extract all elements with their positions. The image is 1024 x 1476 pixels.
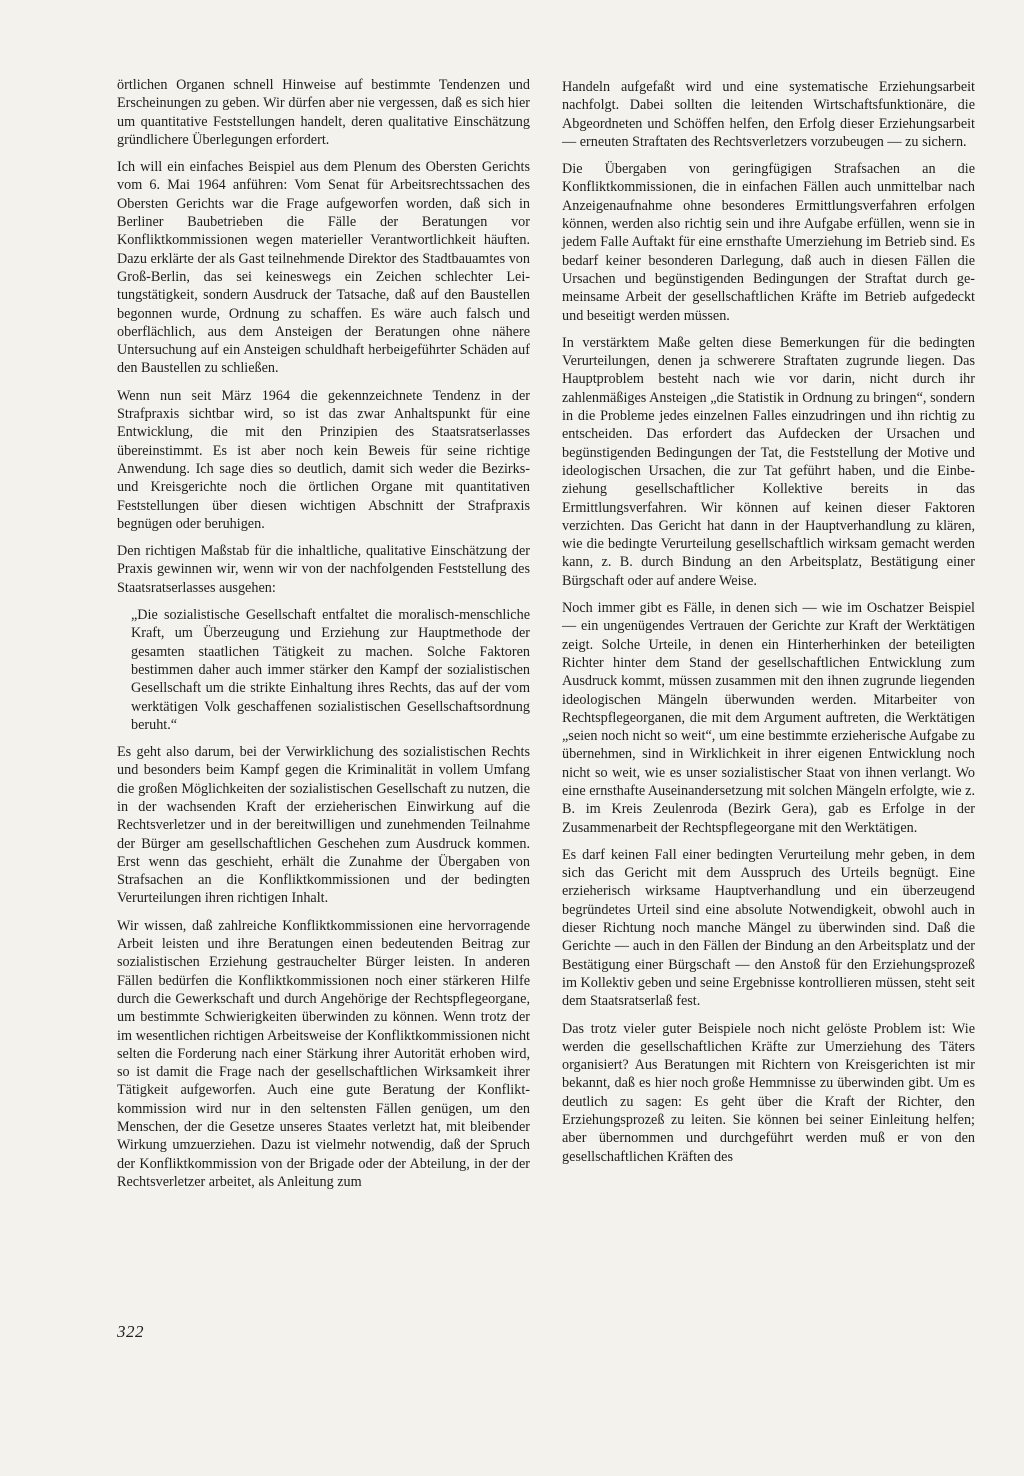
paragraph: örtlichen Organen schnell Hinweise auf bestimmte Tendenzen und Erscheinungen zu geben. Wir dürfen aber nie vergessen, daß es sich hier um quantitative Feststellungen handelt, deren qualitative Einschätzung gründlichere Überlegungen erfordert. (117, 77, 530, 148)
left-column (117, 76, 530, 1200)
paragraph: Wenn nun seit März 1964 die gekennzeichnete Tendenz in der Strafpraxis sichtbar wird, so ist das zwar Anhaltspunkt für eine Entwicklung, die mit den Prinzipien des Staatsratserlasses übereinstimmt. Es ist aber noch kein Beweis für seine richtige Anwendung. Ich sage dies so deutlich, damit sich weder die Bezirks- und Kreisgerichte noch die örtlichen Organe mit quantitativen Feststellungen über diesen wichtigen Abschnitt der Strafpraxis begnügen oder beruhigen. (117, 387, 530, 532)
paragraph: Das trotz vieler guter Beispiele noch nicht gelöste Problem ist: Wie werden die gesellschaftlichen Kräfte zur Umerziehung des Täters organisiert? Aus Beratungen mit Richtern von Kreisgerichten ist mir bekannt, daß es hier noch große Hemmnisse zu überwinden gibt. Um es deutlich zu sagen: Es geht über die Kraft der Richter, den Erziehungsprozeß zu leiten. Sie können bei seiner Einleitung helfen; aber übernommen und durchgeführt werden muß er von den gesellschaftlichen Kräften des (562, 1020, 975, 1165)
paragraph: Wir wissen, daß zahlreiche Konfliktkommissionen eine hervorragende Arbeit leisten und ihre Beratungen einen bedeutenden Beitrag zur sozialistischen Erziehung gestrauchelter Bürger leisten. In anderen Fällen bedürfen die Konfliktkommissionen noch einer stärkeren Hilfe durch die Gewerkschaft und durch Angehörige der Rechtspflegeorgane, um bestimmte Schwierigkeiten überwinden zu können. Wenn trotz der im wesentlichen richtigen Arbeitsweise der Konfliktkommissionen nicht selten die Forderung nach einer Stärkung ihrer Autorität erhoben wird, so ist damit die Frage nach der gesellschaftlichen Wirksamkeit ihrer Tätigkeit aufgeworfen. Auch eine gute Beratung der Konfliktkommission wird nur in den seltensten Fällen genügen, um den Menschen, der die Gesetze unseres Staates verletzt hat, mit bleibender Wirkung umzuerziehen. Dazu ist vielmehr notwendig, daß der Spruch der Konfliktkommission von der Brigade oder der Abteilung, in der der Rechtsverletzer arbeitet, als Anleitung zum (117, 917, 530, 1190)
paragraph: Die Übergaben von geringfügigen Strafsachen an die Konfliktkommissionen, die in einfachen Fällen auch unmittelbar nach Anzeigenaufnahme ohne besonderes Ermittlungsverfahren erfolgen können, werden also richtig sein und ihre Aufgabe erfüllen, wenn sie in jedem Falle Auftakt für eine ernsthafte Umerziehung im Betrieb sind. Es bedarf keiner besonderen Darlegung, daß auch in diesen Fällen die Ursachen und begünstigenden Bedingungen der Straftat durch gemeinsame Arbeit der gesellschaftlichen Kräfte im Betrieb aufgedeckt und beseitigt werden müssen. (562, 161, 975, 324)
paragraph: Noch immer gibt es Fälle, in denen sich — wie im Oschatzer Beispiel — ein ungenügendes Vertrauen der Gerichte zur Kraft der Werktätigen zeigt. Solche Urteile, in denen ein Hinterherhinken der beteiligten Richter hinter dem Stand der gesellschaftlichen Entwicklung zum Ausdruck kommt, müssen zusammen mit den ihnen zugrunde liegenden ideologischen Mängeln überwunden werden. Mitarbeiter von Rechtspflegeorganen, die mit dem Argument auftreten, die Werktätigen „seien noch nicht so weit“, um eine bestimmte erzieherische Aufgabe zu übernehmen, sind in Wirklichkeit in ihrer eigenen Entwicklung noch nicht so weit, wie es unser sozialistischer Staat von ihnen verlangt. Wo eine ernsthafte Auseinandersetzung mit solchen Mängeln erfolgte, wie z. B. im Kreis Zeulenroda (Bezirk Gera), gab es Erfolge in der Zusammenarbeit der Rechtspflegeorgane mit den Werktätigen. (562, 600, 975, 836)
paragraph: Es darf keinen Fall einer bedingten Verurteilung mehr geben, in dem sich das Gericht mit dem Ausspruch des Urteils begnügt. Eine erzieherisch wirksame Hauptverhandlung und ein überzeugend begründetes Urteil sind eine absolute Notwendigkeit, obwohl auch in dieser Richtung noch manche Mängel zu überwinden sind. Daß die Gerichte — auch in den Fällen der Bindung an den Arbeitsplatz und der Bestätigung einer Bürgschaft — den Anstoß für den Erziehungsprozeß im Kollektiv geben und seine Ergebnisse kontrollieren müssen, steht seit dem Staatsratserlaß fest. (562, 846, 975, 1010)
paragraph: In verstärktem Maße gelten diese Bemerkungen für die bedingten Verurteilungen, denen ja schwerere Straftaten zugrunde liegen. Das Hauptproblem besteht nach wie vor darin, nicht durch ihr zahlenmäßiges Ansteigen „die Statistik in Ordnung zu bringen“, sondern in die Probleme jedes einzelnen Falles einzudringen und ihn richtig zu entscheiden. Das erfordert das Aufdecken der Ursachen und begünstigenden Bedingungen der Tat, die Feststellung der Motive und ideologischen Ursachen, die zur Tat geführt haben, und die Einbeziehung gesellschaftlicher Kollektive bereits in das Ermittlungsverfahren. Wir können auf keinen dieser Faktoren verzichten. Das Gericht hat dann in der Hauptverhandlung zu klären, wie die bedingte Verurteilung gesellschaftlich wirksam gemacht werden kann, z. B. durch Bindung an den Arbeitsplatz, Bestätigung einer Bürgschaft oder auf andere Weise. (562, 334, 975, 589)
right-column (562, 78, 975, 1175)
paragraph: Den richtigen Maßstab für die inhaltliche, qualitative Einschätzung der Praxis gewinnen wir, wenn wir von der nachfolgenden Feststellung des Staatsratserlasses ausgehen: (117, 543, 530, 596)
paragraph: Handeln aufgefaßt wird und eine systematische Erziehungsarbeit nachfolgt. Dabei sollten die leitenden Wirtschaftsfunktionäre, die Abgeordneten und Schöffen helfen, den Erfolg dieser Erziehungsarbeit — erneuten Straftaten des Rechtsverletzers vorzubeugen — zu sichern. (562, 79, 975, 150)
block-quote: „Die sozialistische Gesellschaft entfaltet die moralisch-menschliche Kraft, um Überzeugung und Erziehung zur Hauptmethode der gesamten staatlichen Tätigkeit zu machen. Solche Faktoren bestimmen daher auch immer stärker den Kampf der sozialistischen Gesellschaft um die strikte Einhaltung ihres Rechts, das auf der vom werktätigen Volk geschaffenen sozialistischen Gesellschaftsordnung beruht.“ (131, 607, 530, 733)
page-number: 322 (117, 1322, 144, 1341)
paragraph: Ich will ein einfaches Beispiel aus dem Plenum des Obersten Gerichts vom 6. Mai 1964 anführen: Vom Senat für Arbeitsrechtssachen des Obersten Gerichts war die Frage aufgeworfen worden, daß sich in Berliner Baubetrieben die Fälle der Beratungen vor Konfliktkommissionen wegen materieller Verantwortlichkeit häuften. Dazu erklärte der als Gast teilnehmende Direktor des Stadtbauamtes von Groß-Berlin, das sei keineswegs ein Zeichen schlechter Leitungstätigkeit, sondern Ausdruck der Tatsache, daß auf den Baustellen begonnen wurde, Ordnung zu schaffen. Es wäre auch falsch und oberflächlich, aus dem Ansteigen der Beratungen ohne nähere Untersuchung auf ein Ansteigen schuldhaft herbeigeführter Schäden auf den Baustellen zu schließen. (117, 159, 530, 377)
paragraph: Es geht also darum, bei der Verwirklichung des sozialistischen Rechts und besonders beim Kampf gegen die Kriminalität in vollem Umfang die großen Möglichkeiten der sozialistischen Gesellschaft zu nutzen, die in der wachsenden Kraft der erzieherischen Einwirkung auf die Rechtsverletzer und in der bereitwilligen und zunehmenden Teilnahme der Bürger am gesellschaftlichen Geschehen zum Ausdruck kommen. Erst wenn das geschieht, erhält die Zunahme der Übergaben von Strafsachen an die Konfliktkommissionen und der bedingten Verurteilungen ihren richtigen Inhalt. (117, 744, 530, 907)
